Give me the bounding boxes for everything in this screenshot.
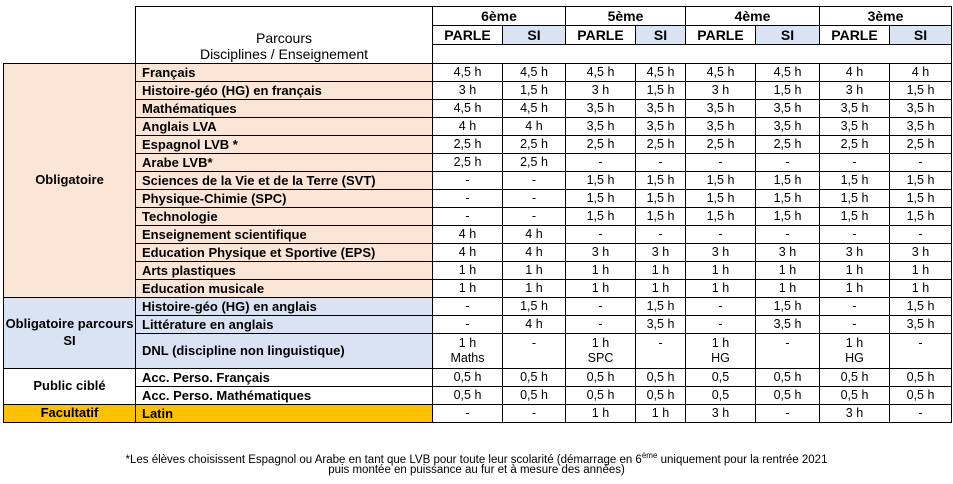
hours-cell: - — [890, 225, 952, 243]
subject-label: Physique-Chimie (SPC) — [136, 189, 433, 207]
hours-cell: - — [820, 297, 890, 315]
hours-cell: - — [756, 153, 820, 171]
hours-cell: - — [636, 153, 686, 171]
subject-label: Technologie — [136, 207, 433, 225]
hours-cell: 1 h — [820, 279, 890, 297]
hours-cell: 1,5 h — [756, 171, 820, 189]
hours-cell: - — [890, 404, 952, 422]
hours-cell: 3 h — [566, 243, 636, 261]
hours-cell: 1,5 h — [636, 207, 686, 225]
table-row — [4, 81, 952, 99]
hours-cell: 2,5 h — [433, 135, 503, 153]
hours-cell: 1,5 h — [566, 207, 636, 225]
dnl-subject-note: HG — [845, 350, 864, 365]
hours-cell: - — [433, 404, 503, 422]
hours-cell: 0,5 h — [503, 368, 566, 386]
hours-cell: 4,5 h — [636, 63, 686, 81]
subject-label: Acc. Perso. Français — [136, 368, 433, 386]
header-filler — [433, 45, 952, 64]
hours-cell: 3,5 h — [756, 117, 820, 135]
hours-cell: 1 h — [636, 404, 686, 422]
subject-label: Mathématiques — [136, 99, 433, 117]
table-row — [4, 207, 952, 225]
grade-header-6eme: 6ème — [433, 7, 566, 26]
table-row — [4, 225, 952, 243]
table-row — [4, 386, 952, 404]
hours-cell: 1 h — [566, 261, 636, 279]
hours-cell: 1 h — [890, 261, 952, 279]
hours-cell: 4 h — [433, 225, 503, 243]
hours-cell: - — [686, 225, 756, 243]
subject-label: Arts plastiques — [136, 261, 433, 279]
hours-cell: 1,5 h — [636, 189, 686, 207]
hours-cell — [566, 333, 636, 368]
sub-header-si: SI — [636, 26, 686, 45]
hours-cell: 1 h — [890, 279, 952, 297]
subject-label: Acc. Perso. Mathématiques — [136, 386, 433, 404]
hours-cell: 3 h — [566, 81, 636, 99]
hours-cell: 1,5 h — [636, 171, 686, 189]
hours-cell: 2,5 h — [890, 135, 952, 153]
hours-cell — [890, 333, 952, 368]
hours-cell: - — [566, 153, 636, 171]
hours-cell: 3 h — [686, 404, 756, 422]
hours-value: 1 h — [591, 336, 610, 351]
hours-cell: 0,5 h — [566, 386, 636, 404]
hours-cell: 1 h — [636, 279, 686, 297]
dnl-subject-note: SPC — [587, 350, 614, 365]
hours-cell: 4 h — [820, 63, 890, 81]
hours-table — [3, 6, 952, 423]
hours-cell: 0,5 h — [566, 368, 636, 386]
corner-blank — [4, 7, 136, 64]
hours-cell: 2,5 h — [433, 153, 503, 171]
hours-value: - — [918, 335, 923, 350]
hours-cell: 3 h — [636, 243, 686, 261]
subject-label: Histoire-géo (HG) en français — [136, 81, 433, 99]
hours-cell: 1 h — [433, 261, 503, 279]
hours-cell: 3,5 h — [890, 117, 952, 135]
hours-cell: 1,5 h — [820, 171, 890, 189]
hours-cell: 0,5 h — [636, 368, 686, 386]
parcours-header: Parcours — [136, 7, 433, 45]
dnl-subject-note: HG — [711, 350, 730, 365]
hours-cell: 2,5 h — [503, 135, 566, 153]
hours-cell: 1,5 h — [820, 189, 890, 207]
hours-cell: 0,5 h — [636, 386, 686, 404]
table-row — [4, 243, 952, 261]
table-row — [4, 135, 952, 153]
subject-label: Education Physique et Sportive (EPS) — [136, 243, 433, 261]
hours-cell: 1,5 h — [890, 297, 952, 315]
table-row — [4, 63, 952, 81]
hours-cell: - — [820, 153, 890, 171]
hours-cell: - — [433, 207, 503, 225]
hours-cell: 4,5 h — [433, 99, 503, 117]
hours-value: 1 h — [458, 336, 477, 351]
hours-cell: 3 h — [820, 404, 890, 422]
hours-cell: 3,5 h — [890, 315, 952, 333]
hours-cell: 1,5 h — [890, 171, 952, 189]
hours-cell: 3 h — [890, 243, 952, 261]
hours-cell: - — [820, 315, 890, 333]
hours-cell: 1 h — [503, 279, 566, 297]
hours-cell: - — [433, 189, 503, 207]
subject-label: Anglais LVA — [136, 117, 433, 135]
hours-cell: 2,5 h — [686, 135, 756, 153]
hours-cell: 1,5 h — [503, 81, 566, 99]
table-row — [4, 99, 952, 117]
hours-cell: 0,5 h — [503, 386, 566, 404]
hours-cell: 3 h — [433, 81, 503, 99]
hours-cell: 3 h — [756, 243, 820, 261]
hours-cell: 0,5 h — [820, 368, 890, 386]
subject-label: Histoire-géo (HG) en anglais — [136, 297, 433, 315]
hours-cell: 1,5 h — [890, 207, 952, 225]
footnote-line-2: puis montée en puissance au fur et à mesure des années) — [328, 464, 625, 476]
table-row — [4, 315, 952, 333]
hours-cell: - — [566, 225, 636, 243]
hours-cell: - — [756, 404, 820, 422]
hours-cell: 1 h — [820, 261, 890, 279]
hours-cell — [820, 333, 890, 368]
subject-label: DNL (discipline non linguistique) — [136, 333, 433, 368]
hours-cell: 0,5 — [686, 368, 756, 386]
hours-cell: 0,5 h — [820, 386, 890, 404]
disciplines-header: Disciplines / Enseignement — [136, 45, 433, 64]
hours-cell: 1,5 h — [820, 207, 890, 225]
hours-cell: 4 h — [433, 117, 503, 135]
hours-cell: 1,5 h — [686, 171, 756, 189]
hours-cell: 3,5 h — [566, 117, 636, 135]
hours-cell — [636, 333, 686, 368]
hours-cell: 1 h — [503, 261, 566, 279]
table-row — [4, 368, 952, 386]
sub-header-parle: PARLE — [686, 26, 756, 45]
hours-cell: 0,5 h — [756, 386, 820, 404]
hours-cell: 4 h — [503, 117, 566, 135]
hours-cell: 3,5 h — [820, 117, 890, 135]
hours-cell: 1,5 h — [566, 171, 636, 189]
hours-cell — [686, 333, 756, 368]
hours-cell: 0,5 — [686, 386, 756, 404]
hours-cell: 1 h — [566, 279, 636, 297]
table-row — [4, 189, 952, 207]
table-row — [4, 261, 952, 279]
hours-cell: 3,5 h — [686, 117, 756, 135]
hours-cell — [756, 333, 820, 368]
hours-cell: 0,5 h — [890, 368, 952, 386]
hours-cell: 4,5 h — [686, 63, 756, 81]
hours-cell: - — [503, 189, 566, 207]
hours-cell: 1 h — [756, 261, 820, 279]
hours-cell: 3,5 h — [756, 315, 820, 333]
sub-header-si: SI — [756, 26, 820, 45]
hours-cell: 2,5 h — [756, 135, 820, 153]
hours-cell: 0,5 h — [756, 368, 820, 386]
hours-cell: 3,5 h — [890, 99, 952, 117]
hours-cell: - — [566, 315, 636, 333]
hours-cell: 1,5 h — [756, 189, 820, 207]
hours-cell: 1,5 h — [686, 207, 756, 225]
subject-label: Latin — [136, 404, 433, 422]
hours-cell: 4,5 h — [433, 63, 503, 81]
hours-cell: 4 h — [890, 63, 952, 81]
table-row — [4, 404, 952, 422]
footnote-line-1: *Les élèves choisissent Espagnol ou Arabe en tant que LVB pour toute leur scolarité (démarrage en 6ème uniquement pour la rentrée 2021 — [125, 451, 828, 466]
grade-header-3eme: 3ème — [820, 7, 952, 26]
table-row — [4, 297, 952, 315]
hours-cell: 3,5 h — [686, 99, 756, 117]
subject-label: Arabe LVB* — [136, 153, 433, 171]
hours-cell: 4 h — [433, 243, 503, 261]
hours-cell: - — [433, 315, 503, 333]
hours-cell: - — [890, 153, 952, 171]
hours-cell: 1,5 h — [756, 297, 820, 315]
hours-cell: 4,5 h — [756, 63, 820, 81]
category-obligatoire-si: Obligatoire parcours SI — [4, 297, 136, 368]
hours-cell: 4 h — [503, 315, 566, 333]
hours-cell: 1 h — [566, 404, 636, 422]
hours-cell: 0,5 h — [890, 386, 952, 404]
sub-header-si: SI — [890, 26, 952, 45]
hours-cell: 3,5 h — [636, 117, 686, 135]
hours-cell: - — [756, 225, 820, 243]
hours-cell: 3,5 h — [636, 99, 686, 117]
hours-cell: 0,5 h — [433, 368, 503, 386]
hours-cell: 1,5 h — [636, 81, 686, 99]
hours-cell: 4,5 h — [503, 63, 566, 81]
hours-value: - — [785, 335, 790, 350]
hours-cell: 1,5 h — [636, 297, 686, 315]
hours-cell: 1 h — [433, 279, 503, 297]
hours-cell: 1,5 h — [890, 81, 952, 99]
hours-cell: 1 h — [636, 261, 686, 279]
hours-cell: - — [433, 171, 503, 189]
hours-value: - — [658, 335, 663, 350]
hours-cell: 1,5 h — [756, 207, 820, 225]
hours-cell: 3,5 h — [756, 99, 820, 117]
sub-header-parle: PARLE — [566, 26, 636, 45]
hours-cell: 3,5 h — [636, 315, 686, 333]
category-obligatoire: Obligatoire — [4, 63, 136, 297]
hours-cell: 1 h — [686, 279, 756, 297]
category-facultatif: Facultatif — [4, 404, 136, 422]
grade-header-5eme: 5ème — [566, 7, 686, 26]
hours-cell: 3 h — [820, 243, 890, 261]
hours-cell: - — [686, 315, 756, 333]
hours-cell: 3 h — [820, 81, 890, 99]
hours-cell: 1 h — [756, 279, 820, 297]
hours-cell: 2,5 h — [636, 135, 686, 153]
hours-cell — [503, 333, 566, 368]
hours-cell: 4,5 h — [503, 99, 566, 117]
hours-cell: - — [686, 153, 756, 171]
table-row — [4, 153, 952, 171]
subject-label: Education musicale — [136, 279, 433, 297]
subject-label: Espagnol LVB * — [136, 135, 433, 153]
hours-cell: - — [636, 225, 686, 243]
dnl-subject-note: Maths — [450, 350, 485, 365]
table-row — [4, 117, 952, 135]
hours-cell: - — [686, 297, 756, 315]
hours-value: - — [531, 335, 537, 350]
sub-header-parle: PARLE — [820, 26, 890, 45]
hours-cell: 3 h — [686, 243, 756, 261]
hours-cell: 4 h — [503, 225, 566, 243]
table-row — [4, 333, 952, 368]
hours-cell: - — [566, 297, 636, 315]
hours-cell — [433, 333, 503, 368]
hours-cell: 2,5 h — [820, 135, 890, 153]
table-row — [4, 279, 952, 297]
hours-cell: - — [503, 404, 566, 422]
grade-header-4eme: 4ème — [686, 7, 820, 26]
hours-cell: 1,5 h — [566, 189, 636, 207]
hours-cell: 1,5 h — [756, 81, 820, 99]
hours-cell: 0,5 h — [433, 386, 503, 404]
table-row — [4, 171, 952, 189]
hours-cell: - — [503, 207, 566, 225]
category-public-cible: Public ciblé — [4, 368, 136, 404]
hours-cell: 1,5 h — [686, 189, 756, 207]
hours-cell: 4 h — [503, 243, 566, 261]
hours-cell: 4,5 h — [566, 63, 636, 81]
sub-header-parle: PARLE — [433, 26, 503, 45]
hours-cell: 1,5 h — [890, 189, 952, 207]
hours-cell: 2,5 h — [503, 153, 566, 171]
hours-cell: - — [503, 171, 566, 189]
hours-cell: - — [433, 297, 503, 315]
subject-label: Littérature en anglais — [136, 315, 433, 333]
hours-cell: 3,5 h — [820, 99, 890, 117]
subject-label: Sciences de la Vie et de la Terre (SVT) — [136, 171, 433, 189]
hours-cell: 1,5 h — [503, 297, 566, 315]
hours-value: 1 h — [845, 336, 864, 351]
subject-label: Enseignement scientifique — [136, 225, 433, 243]
hours-value: 1 h — [711, 336, 730, 351]
sub-header-si: SI — [503, 26, 566, 45]
hours-cell: 3,5 h — [566, 99, 636, 117]
hours-cell: 1 h — [686, 261, 756, 279]
subject-label: Français — [136, 63, 433, 81]
hours-cell: 2,5 h — [566, 135, 636, 153]
hours-cell: - — [820, 225, 890, 243]
hours-cell: 3 h — [686, 81, 756, 99]
